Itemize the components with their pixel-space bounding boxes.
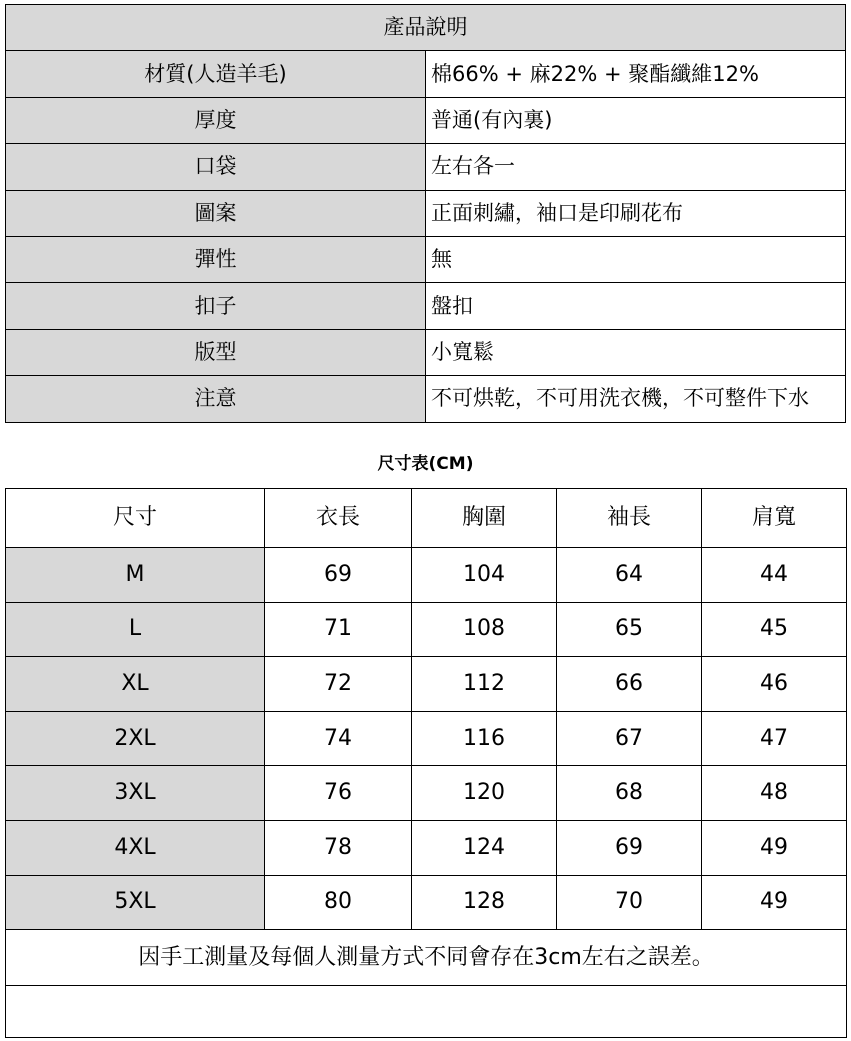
product-value: 左右各一: [426, 144, 846, 190]
sleeve-value: 70: [557, 875, 702, 930]
shoulder-value: 45: [702, 602, 847, 657]
size-name: 2XL: [6, 711, 265, 766]
size-row: [6, 657, 847, 712]
shoulder-value: 49: [702, 820, 847, 875]
chest-value: 108: [412, 602, 557, 657]
product-value: 小寬鬆: [426, 329, 846, 375]
size-name: L: [6, 602, 265, 657]
chest-value: 128: [412, 875, 557, 930]
size-row: [6, 602, 847, 657]
product-row-fit: [6, 329, 846, 375]
chest-value: 112: [412, 657, 557, 712]
shoulder-value: 47: [702, 711, 847, 766]
product-label: 扣子: [6, 283, 426, 329]
chest-value: 124: [412, 820, 557, 875]
product-label: 口袋: [6, 144, 426, 190]
length-value: 76: [265, 766, 412, 821]
size-header-row: [6, 489, 847, 548]
product-row-pattern: [6, 190, 846, 236]
length-value: 78: [265, 820, 412, 875]
product-label: 圖案: [6, 190, 426, 236]
length-value: 72: [265, 657, 412, 712]
size-row: [6, 875, 847, 930]
length-value: 80: [265, 875, 412, 930]
header-size: 尺寸: [6, 489, 265, 548]
shoulder-value: 46: [702, 657, 847, 712]
product-row-thickness: [6, 97, 846, 143]
product-label: 版型: [6, 329, 426, 375]
product-title: 產品說明: [6, 5, 846, 51]
measurement-note-row: [6, 930, 847, 986]
product-description-table: [5, 4, 846, 423]
header-length: 衣長: [265, 489, 412, 548]
size-chart-table: [5, 488, 847, 1038]
product-row-elasticity: [6, 236, 846, 282]
product-value: 普通(有內裏): [426, 97, 846, 143]
sleeve-value: 69: [557, 820, 702, 875]
size-row: [6, 548, 847, 603]
chest-value: 104: [412, 548, 557, 603]
product-row-care: [6, 376, 846, 422]
size-name: 3XL: [6, 766, 265, 821]
length-value: 69: [265, 548, 412, 603]
product-label: 材質(人造羊毛): [6, 51, 426, 97]
length-value: 71: [265, 602, 412, 657]
header-shoulder: 肩寬: [702, 489, 847, 548]
chest-value: 116: [412, 711, 557, 766]
product-label: 注意: [6, 376, 426, 422]
product-value: 棉66% + 麻22% + 聚酯纖維12%: [426, 51, 846, 97]
product-value: 正面刺繡，袖口是印刷花布: [426, 190, 846, 236]
product-row-buttons: [6, 283, 846, 329]
product-value: 盤扣: [426, 283, 846, 329]
product-row-material: [6, 51, 846, 97]
sleeve-value: 64: [557, 548, 702, 603]
product-row-pocket: [6, 144, 846, 190]
size-name: XL: [6, 657, 265, 712]
size-row: [6, 711, 847, 766]
shoulder-value: 48: [702, 766, 847, 821]
product-title-row: [6, 5, 846, 51]
size-name: 4XL: [6, 820, 265, 875]
header-chest: 胸圍: [412, 489, 557, 548]
sleeve-value: 65: [557, 602, 702, 657]
length-value: 74: [265, 711, 412, 766]
sleeve-value: 66: [557, 657, 702, 712]
header-sleeve: 袖長: [557, 489, 702, 548]
measurement-note: 因手工測量及每個人測量方式不同會存在3cm左右之誤差。: [6, 930, 847, 986]
size-name: M: [6, 548, 265, 603]
size-chart-title: 尺寸表(CM): [377, 454, 474, 474]
shoulder-value: 49: [702, 875, 847, 930]
shoulder-value: 44: [702, 548, 847, 603]
product-value: 無: [426, 236, 846, 282]
product-label: 厚度: [6, 97, 426, 143]
size-name: 5XL: [6, 875, 265, 930]
blank-cell: [6, 986, 847, 1038]
chest-value: 120: [412, 766, 557, 821]
sleeve-value: 67: [557, 711, 702, 766]
sleeve-value: 68: [557, 766, 702, 821]
blank-row: [6, 986, 847, 1038]
product-value: 不可烘乾，不可用洗衣機，不可整件下水: [426, 376, 846, 422]
size-row: [6, 766, 847, 821]
product-label: 彈性: [6, 236, 426, 282]
size-row: [6, 820, 847, 875]
